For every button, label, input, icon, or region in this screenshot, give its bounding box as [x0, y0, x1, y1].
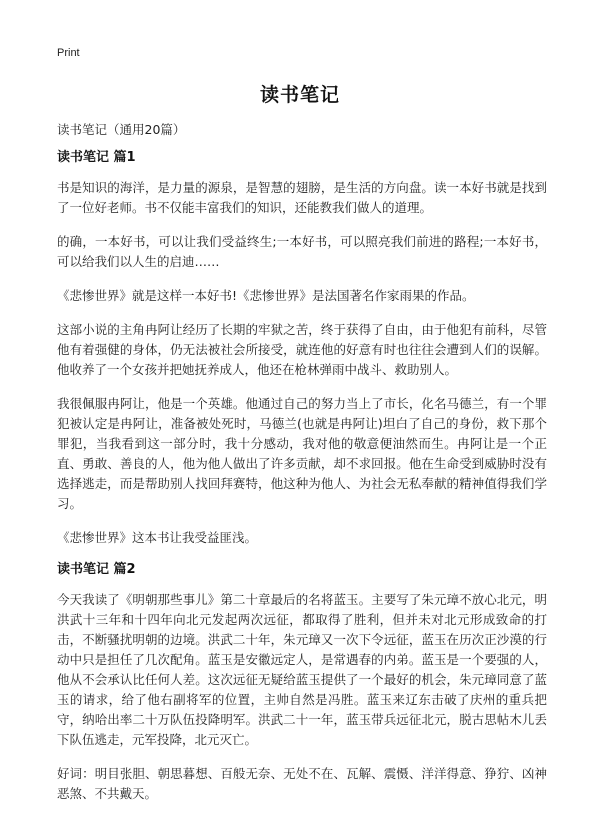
paragraph: 好词：明目张胆、朝思暮想、百般无奈、无处不在、瓦解、震慑、洋洋得意、狰狞、凶神恶煞、不共戴天。 [57, 766, 547, 801]
document-subtitle: 读书笔记（通用20篇） [57, 122, 186, 137]
section-2 [57, 562, 547, 804]
page-title: 读书笔记 [259, 84, 340, 106]
section-heading: 读书笔记 篇1 [57, 150, 136, 165]
article-body [57, 150, 547, 818]
print-link[interactable]: Print [57, 47, 80, 59]
paragraph: 我很佩服冉阿让，他是一个英雄。他通过自己的努力当上了市长，化名马德兰，有一个罪犯被认定是冉阿让，准备被处死时，马德兰(也就是冉阿让)坦白了自己的身份，救下那个罪犯，当我看到这一部分时，我十分感动，我对他的敬意便油然而生。冉阿让是一个正直、勇敢、善良的人，他为他人做出了许多贡献，却不求回报。他在生命受到威胁时没有选择逃走，而是帮助别人找回拜赛特，他这种为他人、为社会无私奉献的精神值得我们学习。 [57, 396, 547, 511]
paragraph: 《悲惨世界》就是这样一本好书!《悲惨世界》是法国著名作家雨果的作品。 [57, 288, 475, 303]
section-heading: 读书笔记 篇2 [57, 562, 136, 577]
paragraph: 这部小说的主角冉阿让经历了长期的牢狱之苦，终于获得了自由，由于他犯有前科，尽管他有着强健的身体，仍无法被社会所接受，就连他的好意有时也往往会遭到人们的误解。他收养了一个女孩并把她抚养成人，他还在枪林弹雨中战斗、救助别人。 [57, 322, 547, 377]
paragraph: 书是知识的海洋，是力量的源泉，是智慧的翅膀，是生活的方向盘。读一本好书就是找到了一位好老师。书不仅能丰富我们的知识，还能教我们做人的道理。 [57, 180, 547, 215]
paragraph: 今天我读了《明朝那些事儿》第二十章最后的名将蓝玉。主要写了朱元璋不放心北元，明洪武十三年和十四年向北元发起两次远征，都取得了胜利，但并未对北元形成致命的打击，不断骚扰明朝的边境。洪武二十年，朱元璋又一次下令远征，蓝玉在历次正沙漠的行动中只是担任了几次配角。蓝玉是安徽远定人，是常遇春的内弟。蓝玉是一个要强的人，他从不会承认比任何人差。这次远征无疑给蓝玉提供了一个最好的机会，朱元璋同意了蓝玉的请求，给了他右副将军的位置，主帅自然是冯胜。蓝玉来辽东击破了庆州的重兵把守，纳哈出率二十万队伍投降明军。洪武二十一年，蓝玉带兵远征北元，脱古思帖木儿丢下队伍逃走，元军投降，北元灭亡。 [57, 592, 547, 747]
paragraph: 的确，一本好书，可以让我们受益终生;一本好书，可以照亮我们前进的路程;一本好书，可以给我们以人生的启迪…… [57, 234, 547, 269]
paragraph: 《悲惨世界》这本书让我受益匪浅。 [57, 530, 258, 545]
section-1 [57, 150, 547, 548]
